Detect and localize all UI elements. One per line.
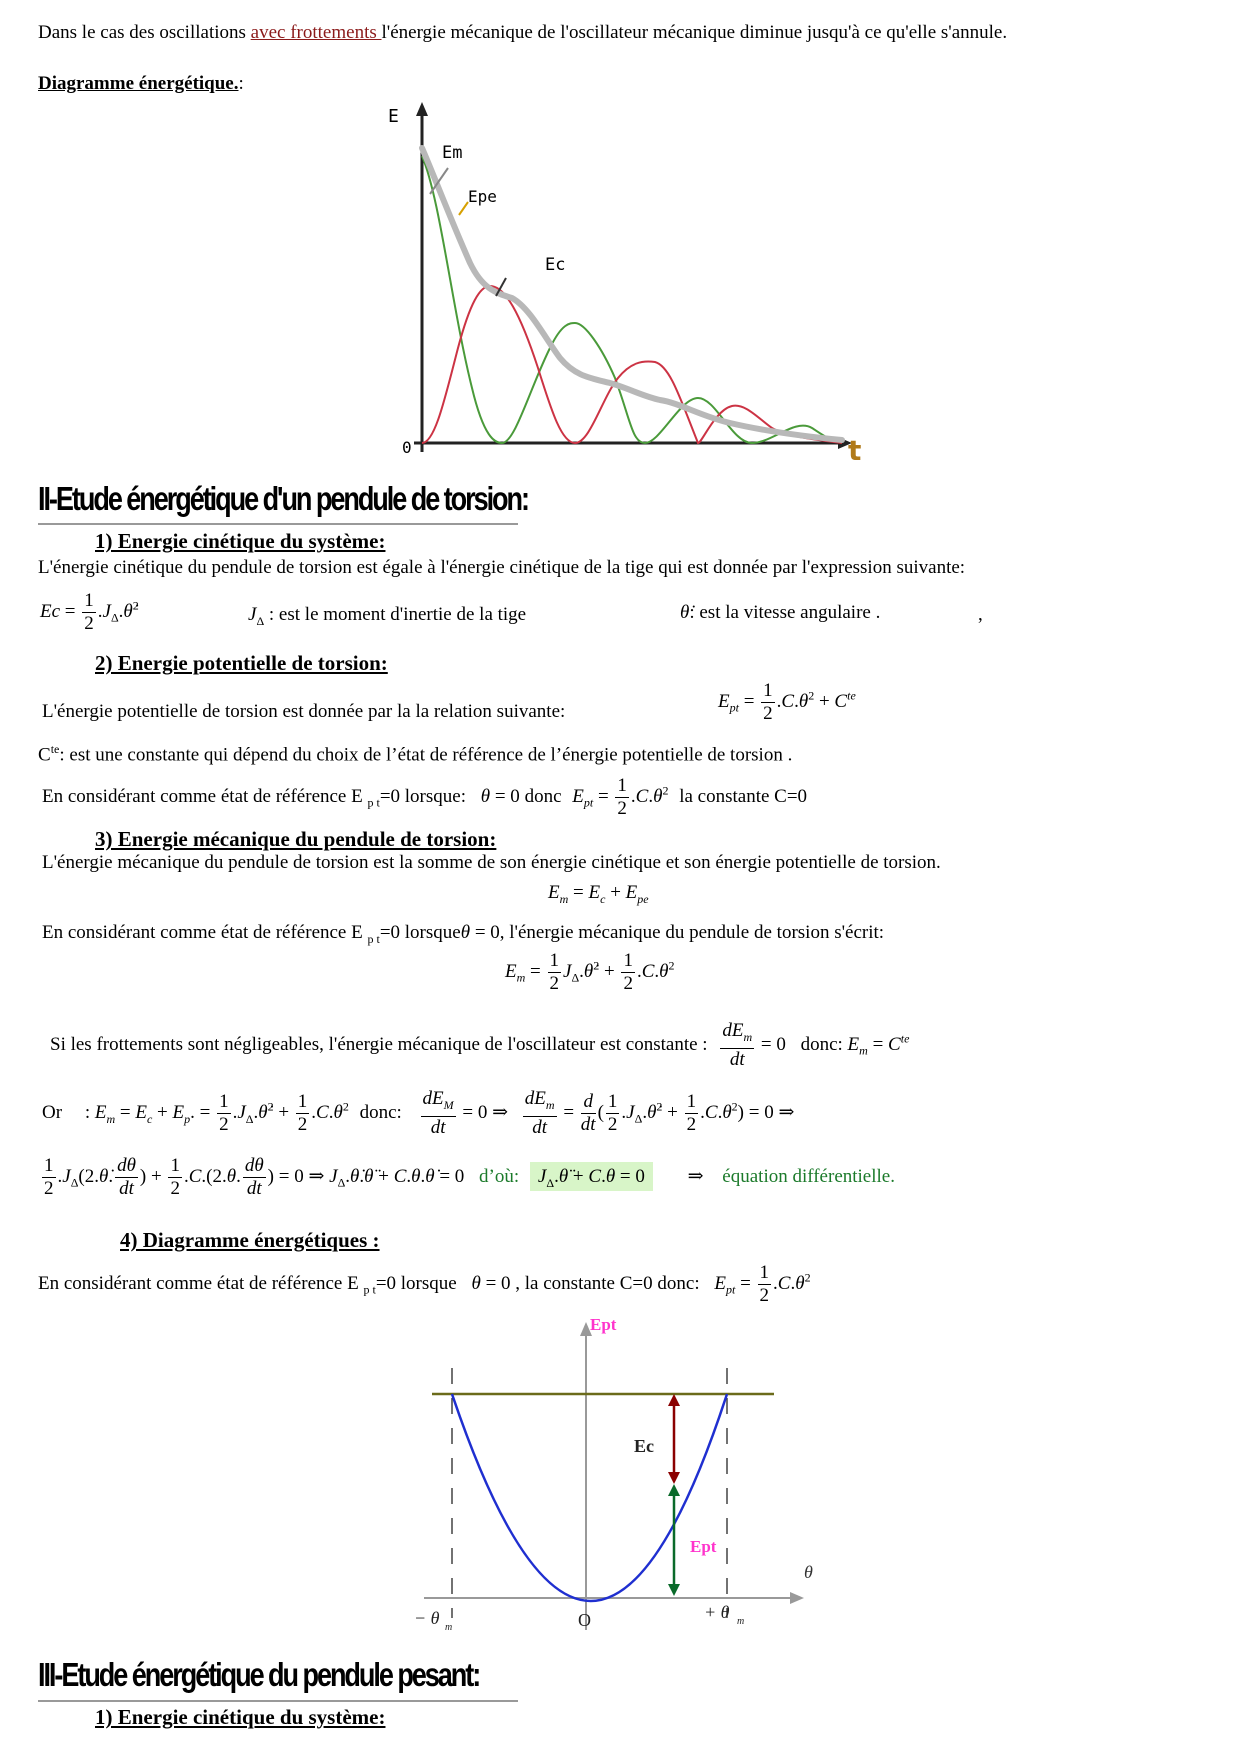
em-sum-formula: $E_m = E_c + E_{pe}$: [548, 882, 649, 906]
cte-line: $C^{te}$: est une constante qui dépend du choix de l’état de référence de l’énergie potentielle de torsion .: [38, 742, 793, 766]
s3-text: L'énergie mécanique du pendule de torsion est la somme de son énergie cinétique et son énergie potentielle de torsion.: [42, 852, 941, 873]
s1-text: L'énergie cinétique du pendule de torsion est égale à l'énergie cinétique de la tige qui est donnée par l'expression suivante:: [38, 557, 966, 578]
intro-paragraph: [38, 20, 1188, 46]
ec-label: Ec: [545, 255, 566, 275]
donc2-text: donc:: [359, 1101, 402, 1123]
j-definition: $J_\Delta$ : est le moment d'inertie de la tige: [248, 604, 527, 628]
ref3-text-a: En considérant comme état de référence E: [42, 922, 363, 943]
axis-t-label: t: [848, 434, 862, 460]
damped-energy-diagram: [380, 98, 890, 460]
ept-label: Ept: [690, 1537, 717, 1556]
j-def-text: : est le moment d'inertie de la tige: [268, 604, 527, 625]
colon: :: [238, 73, 244, 94]
ref3-text-b: =0 lorsque: [379, 922, 461, 943]
em-label: Em: [442, 143, 463, 163]
origin-label: O: [578, 1610, 591, 1630]
eq-diff-text: équation différentielle.: [722, 1165, 895, 1187]
section3-rule: [38, 1700, 518, 1702]
theta-def-text: : est la vitesse angulaire .: [689, 602, 881, 623]
s2-reference-line: En considérant comme état de référence E $_{p t}$=0 lorsque: θ = 0 donc $E_{pt}$ = $\frac{1}{2}$ $.C.\theta^2$ la constante C=0: [42, 775, 808, 819]
plus-theta-m-sub: m: [737, 1616, 745, 1627]
donc-text: donc:: [800, 1033, 843, 1055]
friction-line: Si les frottements sont négligeables, l'énergie mécanique de l'oscillateur est constante : $\frac{dE_m}{dt}$ = 0 donc: $E_m = C^{te}$: [50, 1020, 910, 1070]
dou-text: d’où:: [479, 1165, 520, 1187]
s3-reference-line: En considérant comme état de référence E $_{p t}$=0 lorsqueθ = 0, l'énergie mécanique du pendule de torsion s'écrit:: [42, 922, 885, 946]
differential-equation: $J_\Delta.\thetä + C.\theta = 0$: [530, 1162, 653, 1191]
cte-text: : est une constante qui dépend du choix de l’état de référence de l’énergie potentielle de torsion .: [59, 744, 793, 766]
section2-title: II-Etude énergétique d'un pendule de torsion:: [38, 480, 528, 517]
minus-theta-m-label: − θ: [414, 1608, 440, 1628]
section2-rule: [38, 523, 518, 525]
minus-theta-m-sub: m: [445, 1622, 453, 1633]
ref-text-c: donc: [524, 785, 562, 807]
friction-text: Si les frottements sont négligeables, l'énergie mécanique de l'oscillateur est constante :: [50, 1033, 708, 1055]
comma: ,: [978, 604, 983, 625]
theta-label: θ: [804, 1562, 813, 1582]
intro-text-end: l'énergie mécanique de l'oscillateur mécanique diminue jusqu'à ce qu'elle s'annule.: [381, 22, 1008, 43]
intro-text: Dans le cas des oscillations: [38, 22, 251, 43]
s4-title: 4) Diagramme énergétiques :: [120, 1228, 380, 1252]
ref-text-a: En considérant comme état de référence E: [42, 785, 363, 807]
derivation-line-1: Or : $E_m = E_c + E_p$. = $\frac{1}{2}$ $.J_\Delta.\thetȧ^2$ + $\frac{1}{2}$ $.C.\theta^2$ donc: $\frac{dE_M}{dt}$ = 0 ⇒ $\frac{dE_m}{dt}$ = $\frac{d}{dt}$ ( $\frac{1}{2}$ $.J_\Delta.\thetȧ^2$ + $\frac{1}{2}$ $.C.\theta^2) = 0$ ⇒: [42, 1088, 795, 1138]
origin-label: 0: [402, 438, 412, 457]
ref-text-d: la constante C=0: [679, 785, 808, 807]
diagram1-title: Diagramme énergétique.: [38, 73, 239, 94]
ref4-text-c: , la constante C=0 donc:: [515, 1272, 700, 1294]
friction-link[interactable]: avec frottements: [250, 22, 382, 43]
ref4-text-a: En considérant comme état de référence E: [38, 1272, 359, 1294]
theta-dot-definition: θ̇: est la vitesse angulaire .: [680, 602, 881, 623]
section3-s1-title: 1) Energie cinétique du système:: [95, 1705, 386, 1729]
ec-formula: Ec = $\frac{1}{2}$ $.J_\Delta.\thetȧ^2$: [40, 590, 139, 634]
s4-reference-line: En considérant comme état de référence E $_{p t}$=0 lorsque θ = 0 , la constante C=0 donc: $E_{pt}$ = $\frac{1}{2}$ $.C.\theta^2$: [38, 1262, 811, 1306]
diagram1-heading: [38, 73, 244, 95]
section3-title: III-Etude énergétique du pendule pesant:: [38, 1656, 480, 1693]
axis-e-label: E: [388, 106, 399, 127]
s2-title: 2) Energie potentielle de torsion:: [95, 651, 388, 675]
ref3-text-c: , l'énergie mécanique du pendule de torsion s'écrit:: [499, 922, 885, 943]
ept-axis-label: Ept: [590, 1315, 617, 1334]
or-text: Or: [42, 1101, 63, 1123]
s3-title: 3) Energie mécanique du pendule de torsion:: [95, 827, 497, 851]
ec-label: Ec: [634, 1436, 654, 1456]
em-full-formula: $E_m$ = $\frac{1}{2}$ $J_\Delta.\thetȧ^2$ + $\frac{1}{2}$ $.C.\theta^2$: [505, 950, 675, 994]
torsion-energy-diagram: [412, 1308, 872, 1640]
s1-title: 1) Energie cinétique du système:: [95, 529, 386, 553]
ref-text-b: =0 lorsque:: [379, 785, 466, 807]
ept-formula: $E_{pt}$ = $\frac{1}{2}$ $.C.\theta^2 + C^{te}$: [718, 680, 856, 724]
plus-theta-m-label: + θ: [704, 1602, 730, 1622]
ref4-text-b: =0 lorsque: [375, 1272, 457, 1294]
derivation-line-2: $\frac{1}{2}$ $.J_\Delta(2.\thetȧ$. $\frac{d\theta}{dt}$ ) + $\frac{1}{2}$ .C.(2.θ. $\frac{d\theta}{dt}$ ) = 0 ⇒ $J_\Delta.\thetȧ.\thetä$ + C.θ.θ̇ = 0 d’où: $J_\Delta.\thetä + C.\theta = 0$ ⇒ équation différentielle.: [44, 1155, 895, 1199]
epe-label: Epe: [468, 187, 497, 206]
s2-text: L'énergie potentielle de torsion est donnée par la la relation suivante:: [42, 701, 566, 722]
